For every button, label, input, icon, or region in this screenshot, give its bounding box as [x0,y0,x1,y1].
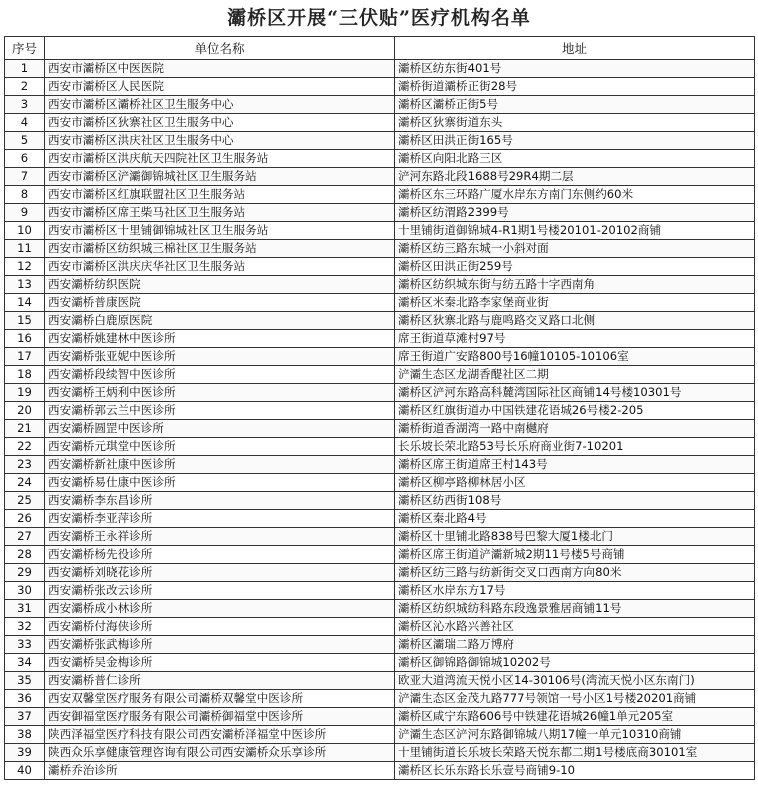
row-address: 灞桥区米秦北路李家堡商业街 [395,294,755,312]
row-no: 4 [5,114,45,132]
row-name: 西安灞桥吴金梅诊所 [45,654,395,672]
row-no: 30 [5,582,45,600]
table-row [5,132,755,150]
table-row [5,294,755,312]
row-no: 13 [5,276,45,294]
row-name: 西安灞桥王炳利中医诊所 [45,384,395,402]
row-no: 10 [5,222,45,240]
row-no: 32 [5,618,45,636]
row-no: 34 [5,654,45,672]
row-address: 灞桥区纺西街108号 [395,492,755,510]
table-row [5,96,755,114]
row-address: 灞桥区浐河东路高科麓湾国际社区商铺14号楼10301号 [395,384,755,402]
table-row [5,222,755,240]
table-row [5,600,755,618]
institution-table [4,36,755,780]
row-address: 灞桥区咸宁东路606号中铁建花语城26幢1单元205室 [395,708,755,726]
table-row [5,546,755,564]
table-row [5,240,755,258]
row-address: 欧亚大道湾流天悦小区14-30106号(湾流天悦小区东南门) [395,672,755,690]
row-name: 西安市灞桥区洪庆社区卫生服务中心 [45,132,395,150]
row-no: 19 [5,384,45,402]
row-name: 西安灞桥白鹿原医院 [45,312,395,330]
table-row [5,708,755,726]
row-address: 灞桥街道灞桥正街28号 [395,78,755,96]
row-name: 西安灞桥李东昌诊所 [45,492,395,510]
row-name: 西安灞桥圆罡中医诊所 [45,420,395,438]
row-no: 29 [5,564,45,582]
table-row [5,366,755,384]
row-name: 西安市灞桥区洪庆航天四院社区卫生服务站 [45,150,395,168]
table-row [5,420,755,438]
table-row [5,330,755,348]
table-row [5,690,755,708]
row-name: 西安市灞桥区狄寨社区卫生服务中心 [45,114,395,132]
row-name: 西安灞桥杨先役诊所 [45,546,395,564]
row-name: 西安灞桥王永祥诊所 [45,528,395,546]
row-no: 3 [5,96,45,114]
row-no: 31 [5,600,45,618]
row-name: 西安御福堂医疗服务有限公司灞桥御福堂中医诊所 [45,708,395,726]
row-no: 38 [5,726,45,744]
table-row [5,744,755,762]
row-address: 灞桥区柳亭路柳林居小区 [395,474,755,492]
row-name: 西安灞桥易仕康中医诊所 [45,474,395,492]
table-header-row [5,37,755,60]
row-address: 十里铺街道御锦城4-R1期1号楼20101-20102商铺 [395,222,755,240]
row-no: 2 [5,78,45,96]
header-name: 单位名称 [45,37,395,60]
table-row [5,114,755,132]
table-row [5,402,755,420]
header-address: 地址 [395,37,755,60]
row-address: 十里铺街道长乐坡长荣路天悦东都二期1号楼底商30101室 [395,744,755,762]
row-no: 9 [5,204,45,222]
row-name: 西安双馨堂医疗服务有限公司灞桥双馨堂中医诊所 [45,690,395,708]
table-row [5,438,755,456]
row-address: 灞桥区纺三路与纺新街交叉口西南方向80米 [395,564,755,582]
row-name: 西安灞桥普康医院 [45,294,395,312]
document-title: 灞桥区开展“三伏贴”医疗机构名单 [227,7,531,29]
row-address: 灞桥区田洪正街259号 [395,258,755,276]
row-no: 35 [5,672,45,690]
row-address: 灞桥区向阳北路三区 [395,150,755,168]
row-no: 21 [5,420,45,438]
row-address: 灞桥区纺织城纺科路东段逸景雅居商铺11号 [395,600,755,618]
table-row [5,456,755,474]
row-address: 灞桥区狄寨北路与鹿鸣路交叉路口北侧 [395,312,755,330]
table-row [5,564,755,582]
row-no: 12 [5,258,45,276]
row-address: 灞桥区纺三路东城一小斜对面 [395,240,755,258]
row-address: 灞桥区秦北路4号 [395,510,755,528]
row-address: 席王街道草滩村97号 [395,330,755,348]
table-row [5,528,755,546]
table-row [5,384,755,402]
table-row [5,582,755,600]
row-address: 灞桥区田洪正街165号 [395,132,755,150]
table-row [5,510,755,528]
row-no: 20 [5,402,45,420]
table-row [5,618,755,636]
row-name: 西安市灞桥区十里铺御锦城社区卫生服务站 [45,222,395,240]
row-name: 西安灞桥付海侠诊所 [45,618,395,636]
table-row [5,348,755,366]
row-address: 浐灞生态区浐河东路御锦城八期17幢一单元10310商铺 [395,726,755,744]
row-address: 浐灞生态区龙湖香醍社区二期 [395,366,755,384]
row-name: 西安灞桥纺织医院 [45,276,395,294]
row-name: 西安灞桥新社康中医诊所 [45,456,395,474]
row-name: 西安市灞桥区洪庆庆华社区卫生服务站 [45,258,395,276]
row-name: 西安市灞桥区中医医院 [45,60,395,78]
row-address: 灞桥区长乐东路长乐壹号商铺9-10 [395,762,755,780]
table-row [5,78,755,96]
table-row [5,258,755,276]
row-no: 11 [5,240,45,258]
row-no: 18 [5,366,45,384]
row-name: 陕西泽福堂医疗科技有限公司西安灞桥泽福堂中医诊所 [45,726,395,744]
table-row [5,726,755,744]
row-name: 西安灞桥刘晓花诊所 [45,564,395,582]
row-name: 西安灞桥普仁诊所 [45,672,395,690]
row-address: 灞桥区东三环路广厦水岸东方南门东侧约60米 [395,186,755,204]
table-row [5,168,755,186]
row-no: 26 [5,510,45,528]
row-no: 5 [5,132,45,150]
row-name: 西安市灞桥区红旗联盟社区卫生服务站 [45,186,395,204]
row-no: 14 [5,294,45,312]
row-no: 33 [5,636,45,654]
row-no: 27 [5,528,45,546]
table-row [5,204,755,222]
row-address: 灞桥区席王街道席王村143号 [395,456,755,474]
row-address: 灞桥区十里铺北路838号巴黎大厦1楼北门 [395,528,755,546]
row-no: 28 [5,546,45,564]
row-no: 39 [5,744,45,762]
row-name: 西安灞桥姚建林中医诊所 [45,330,395,348]
row-no: 15 [5,312,45,330]
row-address: 灞桥区红旗街道办中国铁建花语城26号楼2-205 [395,402,755,420]
row-name: 西安灞桥李亚萍诊所 [45,510,395,528]
table-row [5,474,755,492]
row-name: 西安灞桥元琪堂中医诊所 [45,438,395,456]
row-address: 浐灞生态区金茂九路777号领馆一号小区1号楼20201商铺 [395,690,755,708]
row-name: 西安市灞桥区人民医院 [45,78,395,96]
row-address: 长乐坡长荣北路53号长乐府商业街7-10201 [395,438,755,456]
row-address: 灞桥区纺织城东街与纺五路十字西南角 [395,276,755,294]
row-name: 西安市灞桥区席王柴马社区卫生服务站 [45,204,395,222]
row-address: 灞桥区席王街道浐灞新城2期11号楼5号商铺 [395,546,755,564]
row-address: 灞桥区灞瑞二路万博府 [395,636,755,654]
row-no: 8 [5,186,45,204]
row-no: 40 [5,762,45,780]
row-no: 37 [5,708,45,726]
row-no: 22 [5,438,45,456]
row-address: 灞桥区沁水路兴善社区 [395,618,755,636]
row-name: 西安灞桥张亚妮中医诊所 [45,348,395,366]
header-no: 序号 [5,37,45,60]
row-name: 陕西众乐享健康管理咨询有限公司西安灞桥众乐享诊所 [45,744,395,762]
row-address: 灞桥街道香湖湾一路中南樾府 [395,420,755,438]
row-address: 灞桥区御锦路御锦城10202号 [395,654,755,672]
table-row [5,762,755,780]
row-no: 23 [5,456,45,474]
row-no: 17 [5,348,45,366]
row-address: 席王街道广安路800号16幢10105-10106室 [395,348,755,366]
row-name: 西安灞桥郭云兰中医诊所 [45,402,395,420]
row-name: 灞桥乔治诊所 [45,762,395,780]
row-no: 24 [5,474,45,492]
row-address: 灞桥区灞桥正街5号 [395,96,755,114]
row-no: 7 [5,168,45,186]
row-address: 灞桥区纺渭路2399号 [395,204,755,222]
row-address: 灞桥区狄寨街道东头 [395,114,755,132]
row-name: 西安市灞桥区浐灞御锦城社区卫生服务站 [45,168,395,186]
row-no: 25 [5,492,45,510]
row-address: 灞桥区纺东街401号 [395,60,755,78]
row-address: 灞桥区水岸东方17号 [395,582,755,600]
row-name: 西安灞桥张武梅诊所 [45,636,395,654]
table-row [5,654,755,672]
row-name: 西安灞桥张改云诊所 [45,582,395,600]
table-row [5,672,755,690]
row-no: 16 [5,330,45,348]
table-row [5,312,755,330]
table-row [5,492,755,510]
row-name: 西安市灞桥区纺织城三棉社区卫生服务站 [45,240,395,258]
row-address: 浐河东路北段1688号29R4期二层 [395,168,755,186]
row-name: 西安灞桥段续智中医诊所 [45,366,395,384]
table-row [5,186,755,204]
table-row [5,276,755,294]
row-no: 6 [5,150,45,168]
row-name: 西安灞桥成小林诊所 [45,600,395,618]
row-no: 1 [5,60,45,78]
row-no: 36 [5,690,45,708]
table-row [5,60,755,78]
row-name: 西安市灞桥区灞桥社区卫生服务中心 [45,96,395,114]
table-row [5,636,755,654]
table-row [5,150,755,168]
